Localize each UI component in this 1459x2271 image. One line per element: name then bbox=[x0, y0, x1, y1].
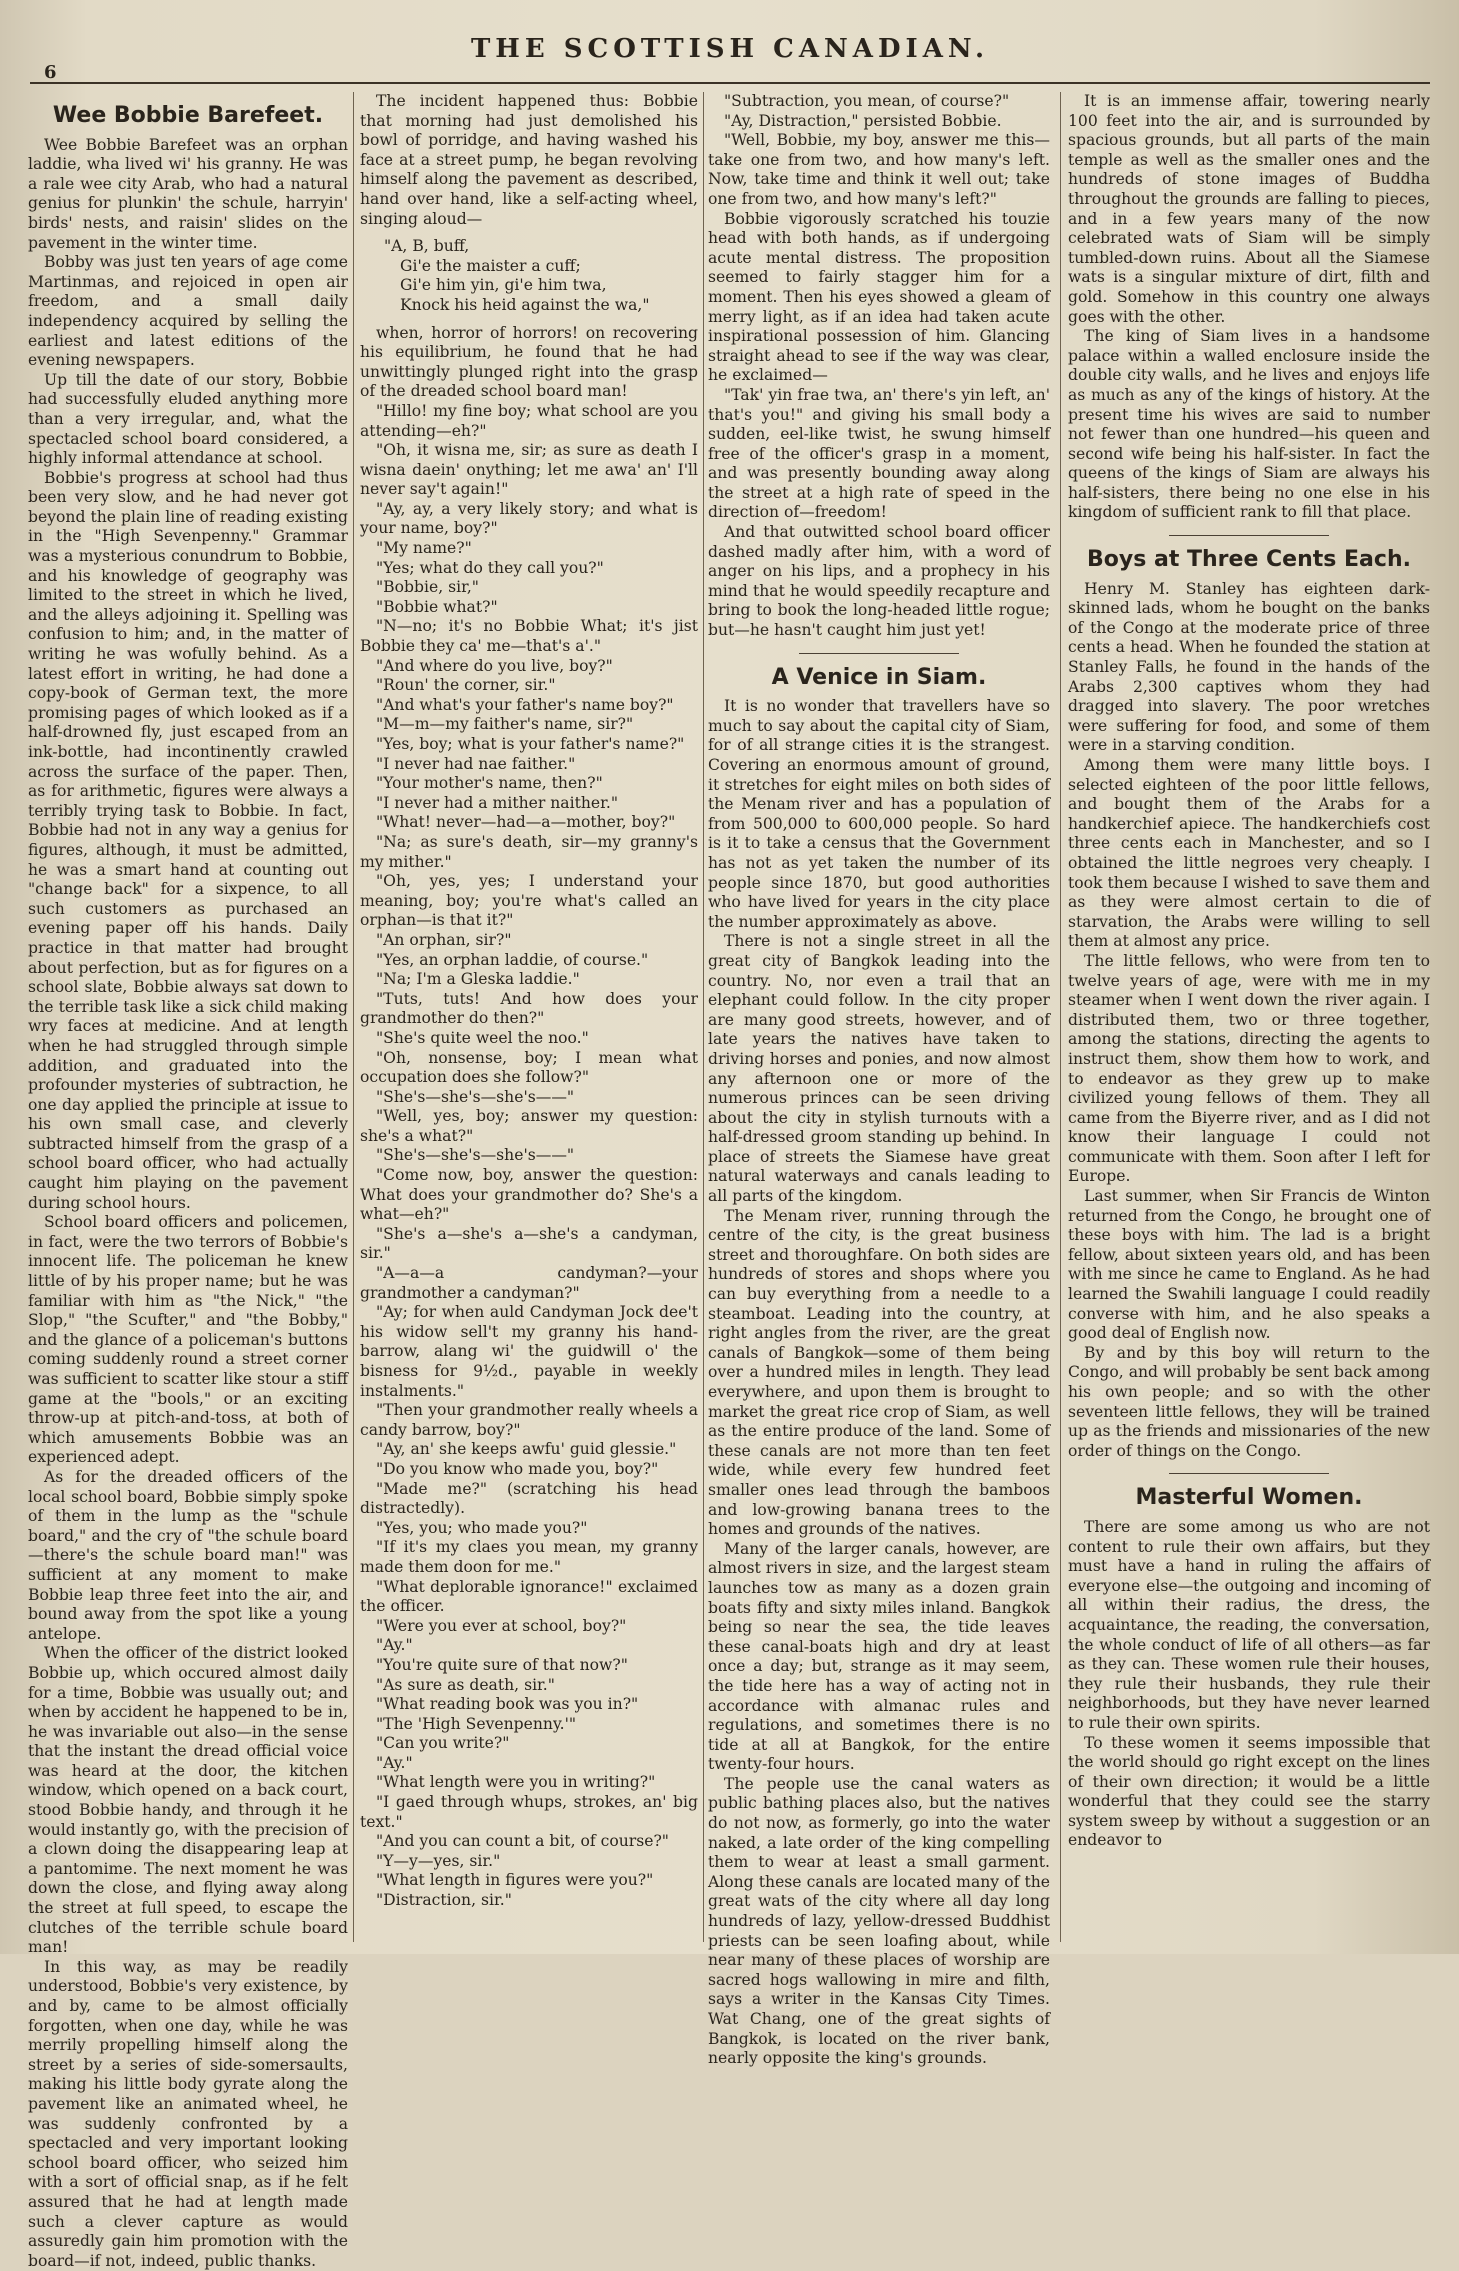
dialogue-line: "She's—she's—she's——" bbox=[376, 1146, 575, 1165]
article-paragraph: Henry M. Stanley has eighteen dark-skinned lads, whom he bought on the banks of the Congo at the moderate price of three cents a head. When he founded the station at Stanley Falls, he found in the hands of the Arabs 2,300 captives whom they had dragged into slavery. The poor wretches were suffering for food, and some of them were in a starving condition. bbox=[1068, 579, 1430, 755]
column-3 bbox=[708, 92, 1050, 2068]
dialogue-line: "I never had nae faither." bbox=[376, 754, 576, 773]
dialogue-line: "Yes, boy; what is your father's name?" bbox=[376, 735, 685, 753]
headline-boys-three-cents: Boys at Three Cents Each. bbox=[1087, 547, 1411, 573]
dialogue-line: "Bobbie what?" bbox=[376, 597, 498, 616]
column-1 bbox=[28, 92, 348, 2270]
dialogue-line: "Ay." bbox=[376, 1753, 413, 1772]
dialogue-line: "And where do you live, boy?" bbox=[376, 656, 613, 675]
dialogue-line: "She's a—she's a—she's a candyman, sir." bbox=[360, 1224, 698, 1263]
dialogue-line: "What reading book was you in?" bbox=[376, 1695, 639, 1714]
article-paragraph: To these women it seems impossible that the world should go right except on the lines of their own direction; it would be a little wonderful that they could see the starry system sweep by without a suggestion or an endeavor to bbox=[1068, 1733, 1430, 1850]
dialogue-line: "And what's your father's name boy?" bbox=[376, 695, 674, 714]
dialogue-line: "Ay, an' she keeps awfu' guid glessie." bbox=[376, 1440, 677, 1459]
article-separator bbox=[799, 653, 959, 654]
dialogue-line: "Y—y—yes, sir." bbox=[376, 1851, 501, 1870]
dialogue-line: "An orphan, sir?" bbox=[376, 930, 512, 949]
dialogue-line: "Then your grandmother really wheels a candy barrow, boy?" bbox=[360, 1401, 698, 1439]
article-paragraph: Wee Bobbie Barefeet was an orphan laddie, wha lived wi' his granny. He was a rale wee city Arab, who had a natural genius for plunkin' the schule, harryin' birds' nests, and raisin' slides on the pavement in the winter time. bbox=[28, 135, 348, 252]
dialogue-line: "If it's my claes you mean, my granny made them doon for me." bbox=[360, 1538, 698, 1576]
article-paragraph: Many of the larger canals, however, are almost rivers in size, and the largest steam launches tow as many as a dozen grain boats fifty and sixty miles inland. Bangkok being so near the sea, the tide leaves these canal-boats high and dry at least once a day; but, strange as it may seem, the tide here has a way of acting not in accordance with almanac rules and regulations, and sometimes there is no tide at all at Bangkok, for the entire twenty-four hours. bbox=[708, 1539, 1050, 1774]
dialogue-line: "Na; I'm a Gleska laddie." bbox=[376, 970, 580, 989]
article-paragraph: Bobbie's progress at school had thus been very slow, and he had never got beyond the plain line of reading existing in the "High Sevenpenny." Grammar was a mysterious conundrum to Bobbie, and his knowledge of geography was limited to the street in which he lived, and the alleys adjoining it. Spelling was confusion to him; and, in the matter of writing he was wofully behind. As a latest effort in writing, he had done a copy-book of German text, the more promising pages of which looked as if a half-drowned fly, just escaped from an ink-bottle, had incontinently crawled across the surface of the paper. Then, as for arithmetic, figures were always a terribly trying task to Bobbie. In fact, Bobbie had not in any way a genius for figures, although, it must be admitted, he was a smart hand at counting out "change back" for a sixpence, to all such customers as purchased an evening paper off his hands. Daily practice in that matter had brought about perfection, but as for figures on a school slate, Bobbie always sat down to the terrible task like a sick child making wry faces at medicine. And at length when he had struggled through simple addition, and graduated into the profounder mysteries of subtraction, he one day applied the principle at issue to his own small case, and cleverly subtracted himself from the grasp of a school board officer, who had actually caught him playing on the pavement during school hours. bbox=[28, 468, 348, 1212]
column-2 bbox=[360, 92, 698, 1942]
dialogue-line: "Ay, Distraction," persisted Bobbie. bbox=[724, 111, 1002, 130]
newspaper-title: THE SCOTTISH CANADIAN. bbox=[470, 34, 990, 64]
column-4 bbox=[1068, 92, 1430, 1942]
verse-block bbox=[360, 237, 698, 315]
dialogue-line: "What length in figures were you?" bbox=[376, 1871, 654, 1890]
dialogue-line: "My name?" bbox=[376, 539, 472, 558]
dialogue-line: "N—no; it's no Bobbie What; it's jist Bobbie they ca' me—that's a'." bbox=[360, 617, 698, 656]
article-paragraph: Bobbie vigorously scratched his touzie head with both hands, as if undergoing acute mental distress. The proposition seemed to fairly stagger him for a moment. Then his eyes showed a gleam of merry light, as if an idea had taken acute inspirational possession of him. Glancing straight ahead to see if the way was clear, he exclaimed— bbox=[708, 209, 1050, 385]
dialogue-line: "She's quite weel the noo." bbox=[376, 1028, 589, 1047]
dialogue-line: "I never had a mither naither." bbox=[376, 793, 618, 812]
article-paragraph: There is not a single street in all the great city of Bangkok leading into the country. No, nor even a trail that an elephant could follow. In the city proper are many good streets, however, and of late years the natives have taken to driving horses and ponies, and now almost any afternoon one or more of the numerous princes can be seen driving about the city in stylish turnouts with a half-dressed groom standing up behind. In place of streets the Siamese have great natural waterways and canals leading to all parts of the kingdom. bbox=[708, 932, 1050, 1206]
article-paragraph: The Menam river, running through the centre of the city, is the great business street and thoroughfare. On both sides are hundreds of stores and shops where you can buy everything from a needle to a steamboat. Leading into the country, at right angles from the river, are the great canals of Bangkok—some of them being over a hundred miles in length. They lead everywhere, and upon them is brought to market the great rice crop of Siam, as well as the entire produce of the land. Some of these canals are not more than ten feet wide, while every few hundred feet smaller ones lead through the bamboos and low-growing banana trees to the homes and grounds of the natives. bbox=[708, 1206, 1050, 1539]
article-paragraph: The king of Siam lives in a handsome palace within a walled enclosure inside the double city walls, and he lives and enjoys life as much as any of the kings of history. At the present time his wives are said to number not fewer than one hundred—his queen and second wife being his half-sister. In fact the queens of the kings of Siam are always his half-sisters, there being no one else in his kingdom of sufficient rank to fill that place. bbox=[1068, 327, 1430, 522]
dialogue-line: "Oh, it wisna me, sir; as sure as death I wisna daein' onything; let me awa' an' I'll never say't again!" bbox=[360, 441, 698, 499]
article-separator bbox=[1169, 535, 1329, 536]
dialogue-line: "She's—she's—she's——" bbox=[376, 1087, 575, 1106]
dialogue-line: "Made me?" (scratching his head distractedly). bbox=[360, 1479, 698, 1518]
verse-line: Gi'e the maister a cuff; bbox=[400, 256, 581, 275]
dialogue-line: "Oh, nonsense, boy; I mean what occupation does she follow?" bbox=[360, 1048, 698, 1087]
article-paragraph: It is no wonder that travellers have so much to say about the capital city of Siam, for of all strange cities it is the strangest. Covering an enormous amount of ground, it stretches for eight miles on both sides of the Menam river and has a population of from 500,000 to 600,000 people. So hard is it to take a census that the Government has not as yet taken the number of its people since 1870, but good authorities who have lived for years in the city place the number approximately as above. bbox=[708, 697, 1050, 931]
column-divider bbox=[703, 92, 704, 1942]
column-divider bbox=[1060, 92, 1061, 1942]
headline-venice-in-siam: A Venice in Siam. bbox=[771, 664, 987, 690]
article-paragraph: It is an immense affair, towering nearly 100 feet into the air, and is surrounded by spacious grounds, but all parts of the main temple as well as the smaller ones and the hundreds of stone images of Buddha throughout the grounds are falling to pieces, and in a few years many of the now celebrated wats of Siam will be simply tumbled-down ruins. About all the Siamese wats is a singular mixture of dirt, filth and gold. Somehow in this country one always goes with the other. bbox=[1068, 92, 1430, 326]
dialogue-line: "Ay." bbox=[376, 1636, 413, 1655]
dialogue-line: "Well, yes, boy; answer my question: she's a what?" bbox=[360, 1107, 698, 1145]
dialogue-line: "The 'High Sevenpenny.'" bbox=[376, 1714, 577, 1733]
dialogue-line: "And you can count a bit, of course?" bbox=[376, 1832, 669, 1851]
article-paragraph: Bobby was just ten years of age come Martinmas, and rejoiced in open air freedom, and a small daily independency acquired by selling the earliest and latest editions of the evening newspapers. bbox=[28, 253, 348, 370]
article-paragraph: And that outwitted school board officer dashed madly after him, with a word of anger on his lips, and a prophecy in his mind that he would speedily recapture and bring to book the long-headed little rogue; but—he hasn't caught him just yet! bbox=[708, 523, 1050, 640]
article-paragraph: Among them were many little boys. I selected eighteen of the poor little fellows, and bought them of the Arabs for a handkerchief apiece. The handkerchiefs cost three cents each in Manchester, and so I obtained the little negroes very cheaply. I took them because I wished to save them and as they were almost certain to die of starvation, the Arabs were willing to sell them at almost any price. bbox=[1068, 756, 1430, 951]
verse-line: Knock his heid against the wa," bbox=[400, 295, 650, 314]
dialogue-line: "Can you write?" bbox=[376, 1734, 510, 1753]
verse-line: "A, B, buff, bbox=[384, 237, 470, 256]
dialogue-line: "As sure as death, sir." bbox=[376, 1675, 555, 1694]
dialogue-line: "Do you know who made you, boy?" bbox=[376, 1459, 659, 1478]
dialogue-line: "Your mother's name, then?" bbox=[376, 774, 603, 793]
dialogue-line: "I gaed through whups, strokes, an' big text." bbox=[360, 1793, 698, 1831]
article-paragraph: By and by this boy will return to the Congo, and will probably be sent back among his own people; and so with the other seventeen little fellows, they will be trained up as the friends and missionaries of the new order of things on the Congo. bbox=[1068, 1343, 1430, 1460]
dialogue-line: "Tuts, tuts! And how does your grandmother do then?" bbox=[360, 989, 698, 1028]
article-paragraph: When the officer of the district looked Bobbie up, which occured almost daily for a time, Bobbie was usually out; and when by accident he happened to be in, he was invariable out also—in the sense that the instant the dread official voice was heard at the door, the kitchen window, which opened on a back court, stood Bobbie handy, and through it he would instantly go, with the precision of a clown doing the disappearing leap at a pantomime. The next moment he was down the close, and flying away along the street at full speed, to escape the clutches of the terrible schule board man! bbox=[28, 1644, 348, 1957]
verse-line: Gi'e him yin, gi'e him twa, bbox=[400, 276, 607, 295]
dialogue-line: "A—a—a candyman?—your grandmother a candyman?" bbox=[360, 1264, 698, 1302]
article-paragraph: The incident happened thus: Bobbie that morning had just demolished his bowl of porridge, and having washed his face at a street pump, he began revolving himself along the pavement as described, hand over hand, like a self-acting wheel, singing aloud— bbox=[360, 92, 698, 228]
headline-masterful-women: Masterful Women. bbox=[1135, 1485, 1363, 1511]
article-paragraph: As for the dreaded officers of the local school board, Bobbie simply spoke of them in the lump as the "schule board," and the cry of "the schule board—there's the schule board man!" was sufficient at any moment to make Bobbie leap three feet into the air, and bound away from the spot like a young antelope. bbox=[28, 1467, 348, 1643]
dialogue-line: "Were you ever at school, boy?" bbox=[376, 1616, 627, 1635]
article-paragraph: School board officers and policemen, in fact, were the two terrors of Bobbie's innocent life. The policeman he knew little of by his proper name; but he was familiar with him as "the Nick," "the Slop," "the Scufter," and "the Bobby," and the glance of a policeman's buttons coming suddenly round a street corner was sufficient to scatter like stour a stiff game at the "bools," or an exciting throw-up at pitch-and-toss, at both of which amusements Bobbie was an experienced adept. bbox=[28, 1213, 348, 1467]
article-paragraph: There are some among us who are not content to rule their own affairs, but they must have a hand in ruling the affairs of everyone else—the outgoing and incoming of all within their radius, the dress, the acquaintance, the reading, the conversation, the whole conduct of life of all others—as far as they can. These women rule their houses, they rule their husbands, they rule their neighborhoods, but they have never learned to rule their own spirits. bbox=[1068, 1517, 1430, 1732]
article-paragraph: In this way, as may be readily understood, Bobbie's very existence, by and by, came to be almost officially forgotten, when one day, while he was merrily propelling himself along the street by a series of side-somersaults, making his little body gyrate along the pavement like an animated wheel, he was suddenly confronted by a spectacled and very important looking school board officer, who seized him with a sort of official snap, as if he felt assured that he had at length made such a clever capture as would assuredly gain him promotion with the board—if not, indeed, public thanks. bbox=[28, 1957, 348, 2270]
article-paragraph: Last summer, when Sir Francis de Winton returned from the Congo, he brought one of these boys with him. The lad is a bright fellow, about sixteen years old, and has been with me since he came to England. As he had learned the Swahili language I could readily converse with him, and he also speaks a good deal of English now. bbox=[1068, 1187, 1430, 1343]
article-paragraph: Up till the date of our story, Bobbie had successfully eluded anything more than a very irregular, and, what the spectacled school board considered, a highly informal attendance at school. bbox=[28, 370, 348, 468]
dialogue-line: "Bobbie, sir," bbox=[376, 578, 479, 597]
article-paragraph: "Tak' yin frae twa, an' there's yin left, an' that's you!" and giving his small body a sudden, eel-like twist, he swung himself free of the officer's grasp in a moment, and was presently bounding away along the street at a high rate of speed in the direction of—freedom! bbox=[708, 385, 1050, 522]
dialogue-line: "What length were you in writing?" bbox=[376, 1773, 656, 1792]
dialogue-line: "Ay, ay, a very likely story; and what is your name, boy?" bbox=[360, 499, 698, 538]
dialogue-line: "Yes; what do they call you?" bbox=[376, 558, 604, 577]
column-divider bbox=[353, 92, 354, 1942]
page-number: 6 bbox=[44, 62, 57, 83]
dialogue-line: "Ay; for when auld Candyman Jock dee't his widow sell't my granny his hand-barrow, alang wi' the guidwill o' the bisness for 9½d., payable in weekly instalments." bbox=[360, 1303, 698, 1400]
dialogue-line: "Yes, you; who made you?" bbox=[376, 1518, 588, 1537]
masthead bbox=[30, 22, 1430, 84]
dialogue-line: "Roun' the corner, sir." bbox=[376, 676, 556, 695]
dialogue-line: "Subtraction, you mean, of course?" bbox=[724, 92, 1010, 110]
dialogue-line: "Well, Bobbie, my boy, answer me this—take one from two, and how many's left. Now, take time and think it well out; take one from two, and how many's left?" bbox=[708, 131, 1050, 208]
dialogue-line: "You're quite sure of that now?" bbox=[376, 1655, 628, 1674]
dialogue-line: "Na; as sure's death, sir—my granny's my mither." bbox=[360, 832, 698, 871]
dialogue-line: "Hillo! my fine boy; what school are you attending—eh?" bbox=[360, 401, 698, 440]
dialogue-line: "M—m—my faither's name, sir?" bbox=[376, 715, 634, 734]
dialogue-line: "What deplorable ignorance!" exclaimed the officer. bbox=[360, 1577, 698, 1616]
article-paragraph: The people use the canal waters as public bathing places also, but the natives do not now, as formerly, go into the water naked, a late order of the king compelling them to wear at least a small garment. Along these canals are located many of the great wats of the city where all day long hundreds of lazy, yellow-dressed Buddhist priests can be seen loafing about, while near many of these places of worship are sacred hogs wallowing in mire and filth, says a writer in the Kansas City Times. Wat Chang, one of the great sights of Bangkok, is located on the river bank, nearly opposite the king's grounds. bbox=[708, 1774, 1050, 2068]
article-paragraph: when, horror of horrors! on recovering his equilibrium, he found that he had unwittingly plunged right into the grasp of the dreaded school board man! bbox=[360, 323, 698, 401]
article-paragraph: The little fellows, who were from ten to twelve years of age, were with me in my steamer when I went down the river again. I distributed them, two or three together, among the stations, directing the agents to instruct them, show them how to work, and to endeavor as they grew up to make civilized young fellows of them. They all came from the Biyerre river, and as I did not know their language I could not communicate with them. Soon after I left for Europe. bbox=[1068, 951, 1430, 1186]
dialogue-line: "Distraction, sir." bbox=[376, 1891, 512, 1910]
dialogue-line: "Come now, boy, answer the question: What does your grandmother do? She's a what—eh?" bbox=[360, 1166, 698, 1224]
dialogue-line: "Oh, yes, yes; I understand your meaning, boy; you're what's called an orphan—is that it?" bbox=[360, 872, 698, 930]
dialogue-line: "What! never—had—a—mother, boy?" bbox=[376, 813, 676, 832]
dialogue-line: "Yes, an orphan laddie, of course." bbox=[376, 950, 649, 969]
article-separator bbox=[1169, 1473, 1329, 1474]
headline-wee-bobbie: Wee Bobbie Barefeet. bbox=[52, 103, 324, 128]
